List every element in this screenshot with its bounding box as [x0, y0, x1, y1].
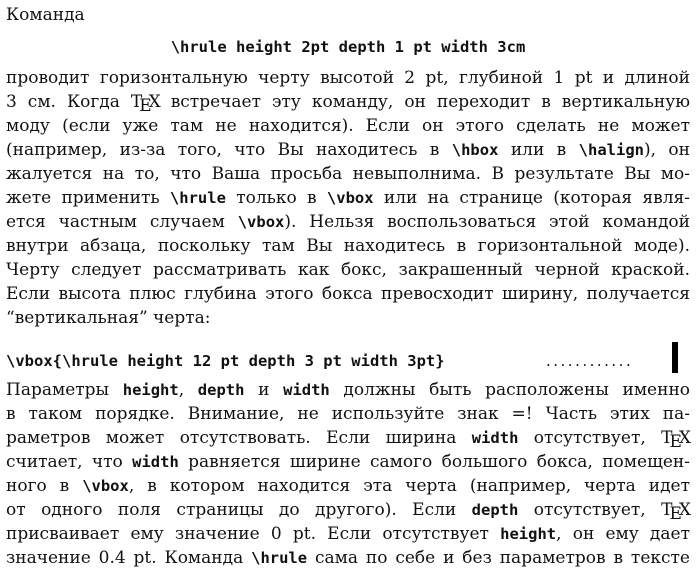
p1-line-11: “вертикальная” черта: [6, 308, 211, 328]
code-vbox: \vbox [82, 477, 129, 495]
p1-line-4: (например, из-за того, что Вы находитесь в \hbox или в \halign), он [6, 140, 690, 160]
vbox-example-row [6, 348, 690, 374]
code-hrule: \hrule [251, 549, 308, 567]
p2-line-8: значение 0.4 pt. Команда \hrule сама по себе и без параметров в тексте [6, 548, 690, 568]
code-halign: \halign [578, 141, 644, 159]
p2-line-1: Параметры height, depth и width должны быть расположены именно [6, 380, 691, 400]
p1-line-1: проводит горизонтальную черту высотой 2 pt, глубиной 1 pt и длиной [6, 68, 690, 88]
code-width: width [283, 381, 330, 399]
p1-line-5: жалуется на то, что Ваша просьба невыполнима. В результате Вы мо- [6, 164, 690, 184]
p2-line-2: в таком порядке. Внимание, не используйте знак =! Часть этих па- [6, 404, 690, 424]
leader-dots: ............ [546, 352, 634, 370]
p1-line-8: внутри абзаца, поскольку там Вы находитесь в горизонтальной моде). [6, 236, 690, 256]
text-span: 3 см. Когда [6, 92, 131, 112]
p1-line-6: жете применить \hrule только в \vbox или на странице (которая явля- [6, 188, 690, 208]
p1-line-10: Если высота плюс глубина этого бокса превосходит ширину, получается [6, 284, 690, 304]
code-width: width [471, 429, 519, 447]
p2-line-3: раметров может отсутствовать. Если ширина width отсутствует, TEX [6, 428, 690, 452]
code-depth: depth [197, 381, 245, 399]
text-span: встречает эту команду, он переходит в вертикальную [159, 92, 690, 112]
code-hbox: \hbox [451, 141, 499, 159]
vbox-example-code: \vbox{\hrule height 12 pt depth 3 pt width 3pt} [6, 352, 445, 370]
p2-line-6: от одного поля страницы до другого). Если depth отсутствует, TEX [6, 500, 690, 524]
code-vbox: \vbox [326, 189, 374, 207]
tex-logo: TEX [661, 500, 690, 524]
code-depth: depth [471, 501, 519, 519]
tex-logo: TEX [661, 428, 690, 452]
p2-line-4: считает, что width равняется ширине самого большого бокса, помещен- [6, 452, 691, 472]
intro-word: Команда [6, 5, 85, 25]
vertical-rule [672, 342, 678, 373]
p2-line-5: ного в \vbox, в котором находится эта черта (например, черта идет [6, 476, 690, 496]
code-height: height [122, 381, 179, 399]
code-vbox: \vbox [237, 213, 285, 231]
code-hrule: \hrule [169, 189, 226, 207]
p1-line-7: ется частным случаем \vbox). Нельзя воспользоваться этой командой [6, 212, 690, 232]
p1-line-2 [6, 90, 690, 114]
p1-line-9: Черту следует рассматривать как бокс, закрашенный черной краской. [6, 260, 690, 280]
code-width: width [132, 453, 179, 471]
p2-line-7: присваивает ему значение 0 pt. Если отсутствует height, он ему дает [6, 524, 690, 544]
p1-line-3: моду (если уже там не находится). Если он этого сделать не может [6, 116, 690, 136]
command-example: \hrule height 2pt depth 1 pt width 3cm [170, 38, 526, 56]
tex-logo: TEX [130, 92, 160, 116]
code-height: height [500, 525, 557, 543]
